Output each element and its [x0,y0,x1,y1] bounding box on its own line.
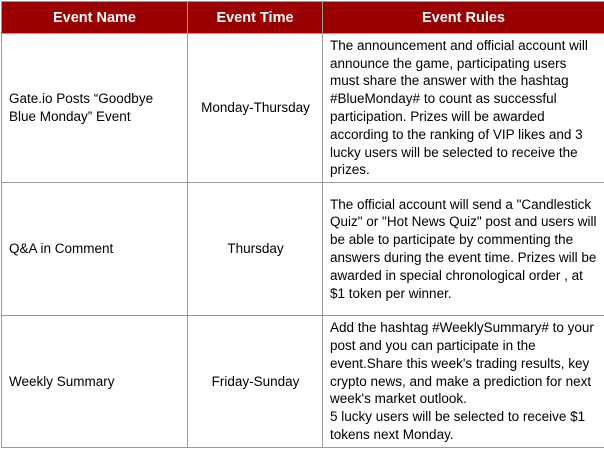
header-event-rules: Event Rules [323,2,604,34]
table-header [2,2,604,34]
table-row [2,316,604,448]
table-row [2,183,604,316]
events-table [1,1,604,448]
event-time-cell: Friday-Sunday [188,316,323,448]
header-event-name: Event Name [2,2,188,34]
header-event-time: Event Time [188,2,323,34]
event-rules-cell: The official account will send a "Candlestick Quiz" or "Hot News Quiz" post and users will be able to participate by commenting the answers during the event time. Prizes will be awarded in special chronological order , at $1 token per winner. [323,183,604,316]
event-name-cell: Q&A in Comment [2,183,188,316]
event-time-cell: Monday-Thursday [188,34,323,183]
event-time-cell: Thursday [188,183,323,316]
event-rules-cell: Add the hashtag #WeeklySummary# to your post and you can participate in the event.Share this week's trading results, key crypto news, and make a prediction for next week's market outlook. 5 lucky users will be selected to receive $1 tokens next Monday. [323,316,604,448]
table-row [2,34,604,183]
event-name-cell: Weekly Summary [2,316,188,448]
event-rules-cell: The announcement and official account will announce the game, participating users must share the answer with the hashtag #BlueMonday# to count as successful participation. Prizes will be awarded according to the ranking of VIP likes and 3 lucky users will be selected to receive the prizes. [323,34,604,183]
header-row [2,2,604,34]
table-body [2,34,604,448]
event-name-cell: Gate.io Posts “Goodbye Blue Monday” Event [2,34,188,183]
